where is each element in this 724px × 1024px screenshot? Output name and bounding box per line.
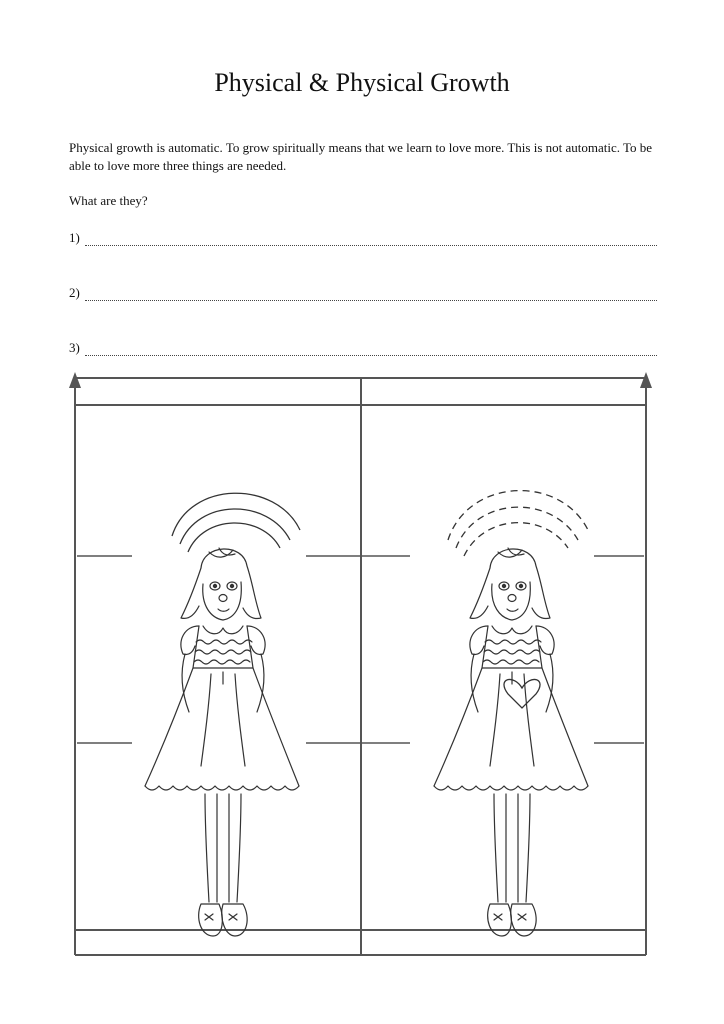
answer-line-1[interactable] [85, 234, 657, 246]
question-text: What are they? [69, 193, 148, 208]
up-arrow-icon [640, 372, 652, 388]
up-arrow-icon [69, 372, 81, 388]
answer-number-1: 1) [69, 230, 80, 245]
girl-figure-left [145, 548, 299, 936]
answer-line-2[interactable] [85, 289, 657, 301]
answer-row-3 [69, 340, 657, 356]
heart-icon [504, 679, 540, 708]
answer-number-3: 3) [69, 340, 80, 355]
intro-paragraph: Physical growth is automatic. To grow spiritually means that we learn to love more. This is not automatic. To be able to love more three things are needed. [69, 140, 653, 173]
page-title: Physical & Physical Growth [214, 68, 510, 97]
answer-number-2: 2) [69, 285, 80, 300]
solid-arcs [172, 493, 300, 552]
answer-line-3[interactable] [85, 344, 657, 356]
dashed-arcs [448, 491, 588, 556]
girl-figure-right [434, 548, 588, 936]
answer-row-1 [69, 230, 657, 246]
answer-row-2 [69, 285, 657, 301]
growth-illustration [0, 360, 724, 970]
